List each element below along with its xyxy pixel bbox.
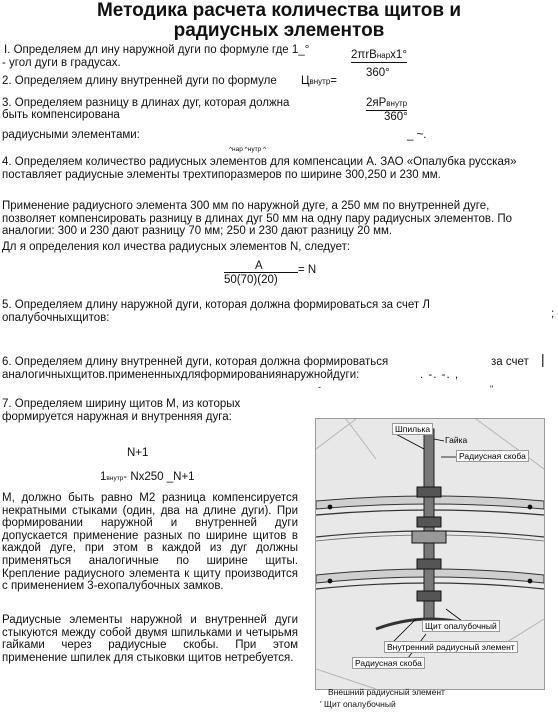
item5-text: 5. Определяем длину наружной дуги, которая должна формироваться за счет Л: [2, 299, 430, 311]
item1-text: I. Определяем дл ину наружной дуги по формуле где 1_°: [4, 44, 310, 56]
item7-text2: формируется наружная и внутренняя дуга:: [2, 411, 232, 423]
label-panel: Щит опалубочный: [422, 620, 500, 632]
item7-text: 7. Определяем ширину щитов М, из которых: [2, 398, 241, 410]
item6-stray3: -: [318, 382, 321, 392]
item4-paragraph3: Дл я определения кол ичества радиусных элементов N, следует:: [2, 241, 351, 253]
label-inner-element: Внутренний радиусный элемент: [384, 641, 518, 653]
item3-formula-top: 2яРвнутр: [366, 97, 408, 109]
label-stud: Шпилька: [392, 423, 433, 435]
item1-text2: - угол дуги в градусах.: [2, 57, 121, 69]
item4-formula-eq: = N: [298, 264, 317, 276]
item6-text: 6. Определяем длину внутренней дуги, которая должна формироваться: [2, 356, 389, 368]
item2-text: 2. Определяем длину внутренней дуги по формуле: [2, 75, 277, 87]
joint-drawing: [315, 418, 545, 690]
caption-outer-element: Внешний радиусный элемент: [328, 687, 445, 697]
item3-stray-subscripts: ^нар ^нутр ^: [229, 146, 267, 153]
formula7-top: N+1: [127, 447, 149, 459]
item5-mark: ;: [551, 308, 555, 320]
item3-text: 3. Определяем разницу в длинах дуг, которая должна: [2, 97, 290, 109]
item5-text2: опалубочныхщитов:: [2, 312, 110, 324]
item2-symbol: Цвнутр=: [301, 75, 338, 87]
page-title-line1: Методика расчета количества щитов и: [96, 0, 462, 21]
label-nut: Гайка: [445, 435, 468, 445]
item3-stray-mark: _ ~.: [407, 129, 427, 141]
item6-stray: . -. -. ,: [420, 369, 460, 381]
item4-formula-line: [224, 272, 298, 273]
item3-formula-bottom: 360°: [384, 111, 408, 123]
item3-text2: быть компенсирована: [2, 109, 120, 121]
item1-formula-top: 2πrВнарх1°: [351, 49, 407, 61]
formula7-bottom: 1внутр- Nx250 _N+1: [100, 471, 195, 483]
item3-text3: радиусными элементами:: [2, 129, 140, 141]
item4-formula-top: А: [255, 260, 263, 272]
item6-text-right: за счет: [491, 356, 529, 368]
item7-paragraph1: М, должно быть равно М2 разница компенсируется некратными стыками (один, два на длине дуги). При формировании наружной и внутренней дуги допускается применение разных по ширине щитов в каждой дуге, при этом в каждой из дуг должны применяться аналогичные по ширине щиты. Крепление радиусного элемента к щиту производится с применением 3-ехопалубочных замков.: [2, 492, 298, 593]
label-bracket-top: Радиусная скоба: [456, 450, 529, 462]
caption-panel: ' Щит опалубочный: [320, 699, 396, 709]
item6-stray2: ": [490, 384, 494, 394]
item4-paragraph2: Применение радиусного элемента 300 мм по наружной дуге, а 250 мм по внутренней дуге, позволяет компенсировать разницу в длинах дуг 50 мм на одну пару радиусных элементов. По аналогии: 300 и 230 дают разницу 70 мм; 250 и 230 дают разницу 20 мм.: [2, 200, 513, 238]
page-title-line2: радиусных элементов: [173, 20, 385, 41]
item6-text2: аналогичныхщитов.примененныхдляформированиянаружнойдуги:: [2, 369, 360, 381]
label-bracket-bottom: Радиусная скоба: [352, 657, 425, 669]
item4-paragraph1: 4. Определяем количество радиусных элементов для компенсации А. ЗАО «Опалубка русская» поставляет радиусные элементы трехтипоразмеров по ширине 300,250 и 230 мм.: [2, 156, 517, 181]
item7-paragraph2: Радиусные элементы наружной и внутренней дуги стыкуются между собой двумя шпильками и четырьмя гайками через радиусные скобы. При этом применение шпилек для стыковки щитов нетребуется.: [2, 614, 298, 664]
item1-formula-bottom: 360°: [366, 67, 390, 79]
item4-formula-bottom: 50(70)(20): [224, 274, 278, 286]
item6-bar: |: [541, 351, 545, 367]
